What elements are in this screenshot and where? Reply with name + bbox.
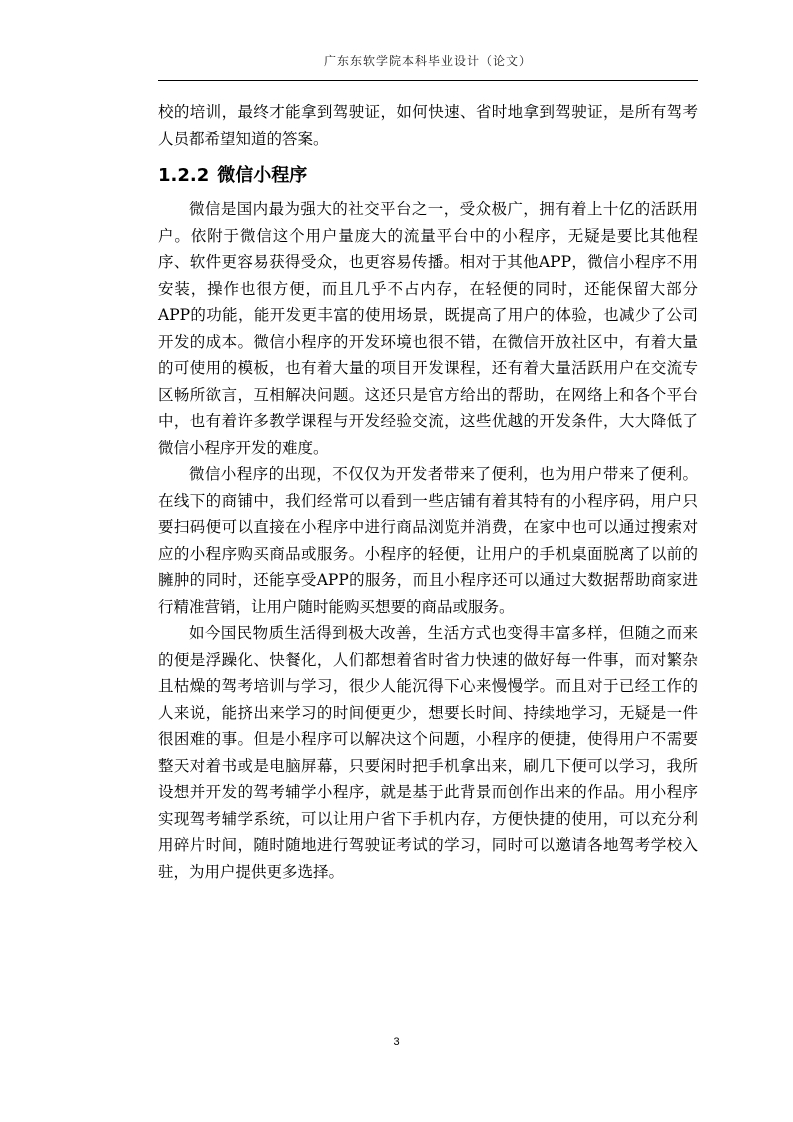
document-body bbox=[158, 99, 698, 885]
section-number: 1.2.2 bbox=[158, 165, 210, 186]
page-header-title: 广东东软学院本科毕业设计（论文） bbox=[323, 54, 532, 68]
body-paragraph: 微信小程序的出现，不仅仅为开发者带来了便利，也为用户带来了便利。在线下的商铺中，我们经常可以看到一些店铺有着其特有的小程序码，用户只要扫码便可以直接在小程序中进行商品浏览并消费，在家中也可以通过搜索对应的小程序购买商品或服务。小程序的轻便，让用户的手机桌面脱离了以前的臃肿的同时，还能享受APP的服务，而且小程序还可以通过大数据帮助商家进行精准营销，让用户随时能购买想要的商品或服务。 bbox=[158, 465, 698, 616]
intro-paragraph: 校的培训，最终才能拿到驾驶证，如何快速、省时地拿到驾驶证，是所有驾考人员都希望知道的答案。 bbox=[158, 103, 698, 148]
section-title: 微信小程序 bbox=[217, 165, 308, 186]
body-paragraph: 微信是国内最为强大的社交平台之一，受众极广，拥有着上十亿的活跃用户。依附于微信这个用户量庞大的流量平台中的小程序，无疑是要比其他程序、软件更容易获得受众，也更容易传播。相对于其他APP，微信小程序不用安装，操作也很方便，而且几乎不占内存，在轻便的同时，还能保留大部分APP的功能，能开发更丰富的使用场景，既提高了用户的体验，也减少了公司开发的成本。微信小程序的开发环境也很不错，在微信开放社区中，有着大量的可使用的模板，也有着大量的项目开发课程，还有着大量活跃用户在交流专区畅所欲言，互相解决问题。这还只是官方给出的帮助，在网络上和各个平台中，也有着许多教学课程与开发经验交流，这些优越的开发条件，大大降低了微信小程序开发的难度。 bbox=[158, 200, 698, 457]
page-number: 3 bbox=[393, 1036, 400, 1048]
section-heading bbox=[158, 162, 698, 190]
header-divider bbox=[158, 80, 698, 81]
body-paragraph: 如今国民物质生活得到极大改善，生活方式也变得丰富多样，但随之而来的便是浮躁化、快餐化，人们都想着省时省力快速的做好每一件事，而对繁杂且枯燥的驾考培训与学习，很少人能沉得下心来慢慢学。而且对于已经工作的人来说，能挤出来学习的时间便更少，想要长时间、持续地学习，无疑是一件很困难的事。但是小程序可以解决这个问题，小程序的便捷，使得用户不需要整天对着书或是电脑屏幕，只要闲时把手机拿出来，刷几下便可以学习，我所设想并开发的驾考辅学小程序，就是基于此背景而创作出来的作品。用小程序实现驾考辅学系统，可以让用户省下手机内存，方便快捷的使用，可以充分利用碎片时间，随时随地进行驾驶证考试的学习，同时可以邀请各地驾考学校入驻，为用户提供更多选择。 bbox=[158, 624, 698, 881]
